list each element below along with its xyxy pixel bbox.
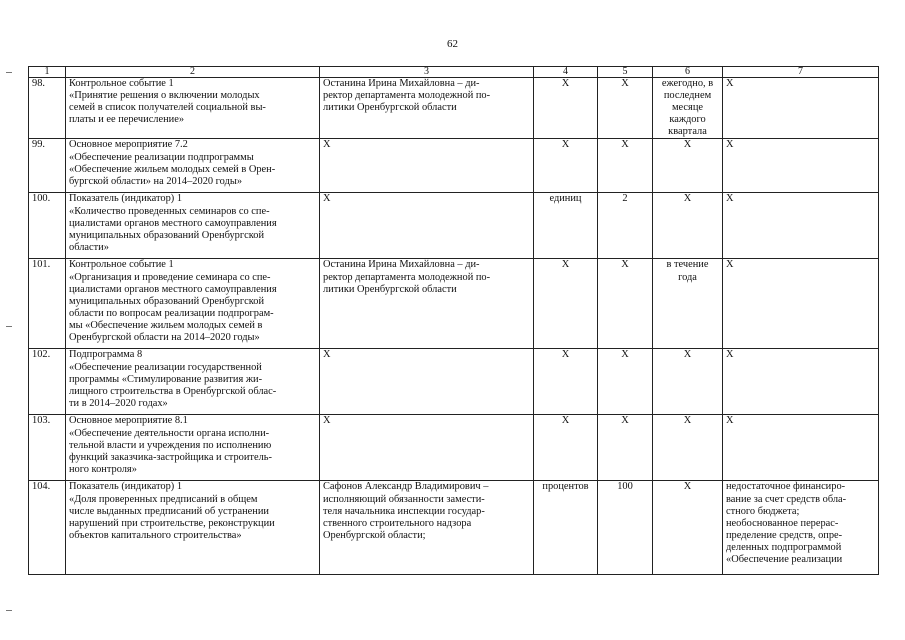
responsible-person-line: Сафонов Александр Владимирович – [323,481,489,493]
deadline-line: квартала [668,126,707,138]
event-name-line: циалистами органов местного самоуправления [69,283,277,295]
deadline-line: месяце [671,102,703,114]
responsible-person-cell [320,193,534,259]
event-name-line: бургской области» на 2014–2020 годы» [69,175,243,187]
deadline-line: Х [683,193,692,205]
event-name-line: нарушений при строительстве, реконструкции [69,517,275,529]
responsible-person-line: ректор департамента молодежной по- [323,271,491,283]
row-number-cell: 99. [29,139,66,193]
header-row [29,67,879,78]
column-header-3: 3 [320,67,534,78]
responsible-person-cell [320,349,534,415]
event-name-line: функций заказчика-застройщика и строитель- [69,451,272,463]
unit-of-measure-cell [534,139,598,193]
event-name-line: программы «Стимулирование развития жи- [69,373,263,385]
unit-of-measure-cell [534,193,598,259]
target-value-cell [598,139,653,193]
deadline-line: Х [683,415,692,427]
notes-line: необоснованное перерас- [726,517,839,529]
event-name-line: «Организация и проведение семинара со спе- [69,271,271,283]
deadline-line: Х [683,481,692,493]
column-header-6: 6 [653,67,723,78]
column-header-1: 1 [29,67,66,78]
event-name-line: платы и ее перечисление» [69,114,185,126]
notes-line: Х [726,193,734,205]
responsible-person-line: Останина Ирина Михайловна – ди- [323,259,480,271]
responsible-person-line: Х [323,193,331,205]
target-value-line: 2 [622,193,628,205]
responsible-person-line: Оренбургской области; [323,529,426,541]
unit-of-measure-line: процентов [542,481,589,493]
event-name-line: муниципальных образований Оренбургской [69,295,265,307]
event-name-line: муниципальных образований Оренбургской [69,229,265,241]
event-name-cell [66,349,320,415]
event-name-line: Подпрограмма 8 [69,349,143,361]
event-name-line: объектов капитального строительства» [69,529,242,541]
row-number-cell: 103. [29,415,66,481]
unit-of-measure-line: Х [561,349,570,361]
deadline-line: ежегодно, в [661,78,714,89]
unit-of-measure-line: Х [561,259,570,271]
row-number-cell: 100. [29,193,66,259]
responsible-person-cell [320,139,534,193]
deadline-cell [653,259,723,349]
target-value-line: 100 [617,481,633,493]
target-value-line: Х [621,349,629,361]
unit-of-measure-cell [534,259,598,349]
deadline-cell [653,481,723,575]
table-row [29,349,879,415]
responsible-person-line: ректор департамента молодежной по- [323,90,491,102]
event-name-cell [66,415,320,481]
deadline-line: Х [683,139,692,151]
deadline-cell [653,139,723,193]
event-name-line: ти в 2014–2020 годах» [69,397,168,409]
event-name-line: Основное мероприятие 8.1 [69,415,188,427]
unit-of-measure-cell [534,415,598,481]
unit-of-measure-cell [534,481,598,575]
event-name-line: мы «Обеспечение жильем молодых семей в [69,319,263,331]
deadline-cell [653,78,723,139]
responsible-person-cell [320,415,534,481]
column-header-4: 4 [534,67,598,78]
deadline-line: последнем [663,90,712,102]
responsible-person-line: литики Оренбургской области [323,102,457,114]
target-value-line: Х [621,139,629,151]
responsible-person-cell [320,481,534,575]
page-number: 62 [447,38,458,50]
target-value-cell [598,415,653,481]
responsible-person-line: ственного строительного надзора [323,517,472,529]
target-value-cell [598,259,653,349]
notes-line: вание за счет средств обла- [726,493,847,505]
event-name-line: «Обеспечение деятельности органа исполни- [69,427,270,439]
event-name-cell [66,481,320,575]
margin-mark [6,72,12,73]
event-name-line: «Обеспечение реализации подпрограммы [69,151,254,163]
notes-cell [723,481,879,575]
event-name-line: числе выданных предписаний об устранении [69,505,269,517]
unit-of-measure-line: единиц [549,193,582,205]
event-name-line: «Принятие решения о включении молодых [69,90,260,102]
event-name-cell [66,139,320,193]
deadline-cell [653,193,723,259]
deadline-cell [653,349,723,415]
notes-line: стного бюджета; [726,505,800,517]
notes-line: Х [726,259,734,271]
responsible-person-line: Х [323,349,331,361]
event-name-line: Показатель (индикатор) 1 [69,193,183,205]
column-header-7: 7 [723,67,879,78]
row-number-cell: 104. [29,481,66,575]
notes-line: Х [726,139,734,151]
row-number-cell: 98. [29,78,66,139]
deadline-line: года [678,271,697,283]
unit-of-measure-cell [534,78,598,139]
event-name-line: лищного строительства в Оренбургской облас- [69,385,277,397]
target-value-cell [598,78,653,139]
event-name-line: ного контроля» [69,463,137,475]
event-name-cell [66,193,320,259]
event-name-line: Контрольное событие 1 [69,259,174,271]
responsible-person-line: Х [323,415,331,427]
deadline-line: в течение [666,259,709,271]
plan-table [28,66,879,575]
responsible-person-line: литики Оренбургской области [323,283,457,295]
notes-cell [723,415,879,481]
event-name-line: циалистами органов местного самоуправления [69,217,277,229]
notes-line: деленных подпрограммой [726,541,842,553]
event-name-line: области» [69,241,109,253]
table-row [29,259,879,349]
table-row [29,78,879,139]
event-name-line: «Количество проведенных семинаров со спе- [69,205,270,217]
event-name-line: «Обеспечение жильем молодых семей в Орен- [69,163,276,175]
target-value-line: Х [621,259,629,271]
table-row [29,481,879,575]
notes-line: недостаточное финансиро- [726,481,846,493]
target-value-cell [598,193,653,259]
responsible-person-line: Останина Ирина Михайловна – ди- [323,78,480,89]
notes-line: пределение средств, опре- [726,529,843,541]
responsible-person-cell [320,259,534,349]
column-header-5: 5 [598,67,653,78]
responsible-person-line: теля начальника инспекции государ- [323,505,485,517]
event-name-line: семей в список получателей социальной вы- [69,102,266,114]
event-name-cell [66,78,320,139]
notes-cell [723,139,879,193]
notes-line: Х [726,415,734,427]
notes-cell [723,193,879,259]
event-name-line: «Обеспечение реализации государственной [69,361,262,373]
notes-cell [723,78,879,139]
deadline-line: каждого [669,114,706,126]
notes-line: «Обеспечение реализации [726,554,843,566]
table-row [29,415,879,481]
notes-cell [723,349,879,415]
table-row [29,139,879,193]
row-number-cell: 101. [29,259,66,349]
margin-mark [6,326,12,327]
notes-cell [723,259,879,349]
unit-of-measure-line: Х [561,415,570,427]
event-name-line: Контрольное событие 1 [69,78,174,89]
event-name-line: области по вопросам реализации подпрограм- [69,307,274,319]
event-name-line: Основное мероприятие 7.2 [69,139,188,151]
target-value-line: Х [621,415,629,427]
target-value-cell [598,481,653,575]
unit-of-measure-line: Х [561,78,570,89]
unit-of-measure-line: Х [561,139,570,151]
target-value-cell [598,349,653,415]
responsible-person-cell [320,78,534,139]
notes-line: Х [726,349,734,361]
responsible-person-line: исполняющий обязанности замести- [323,493,485,505]
target-value-line: Х [621,78,629,89]
column-header-2: 2 [66,67,320,78]
event-name-line: «Доля проверенных предписаний в общем [69,493,258,505]
deadline-line: Х [683,349,692,361]
event-name-line: Показатель (индикатор) 1 [69,481,183,493]
event-name-line: тельной власти и учреждения по исполнению [69,439,272,451]
margin-mark [6,610,12,611]
unit-of-measure-cell [534,349,598,415]
responsible-person-line: Х [323,139,331,151]
row-number-cell: 102. [29,349,66,415]
deadline-cell [653,415,723,481]
table-row [29,193,879,259]
event-name-cell [66,259,320,349]
event-name-line: Оренбургской области на 2014–2020 годы» [69,332,260,344]
notes-line: Х [726,78,734,89]
